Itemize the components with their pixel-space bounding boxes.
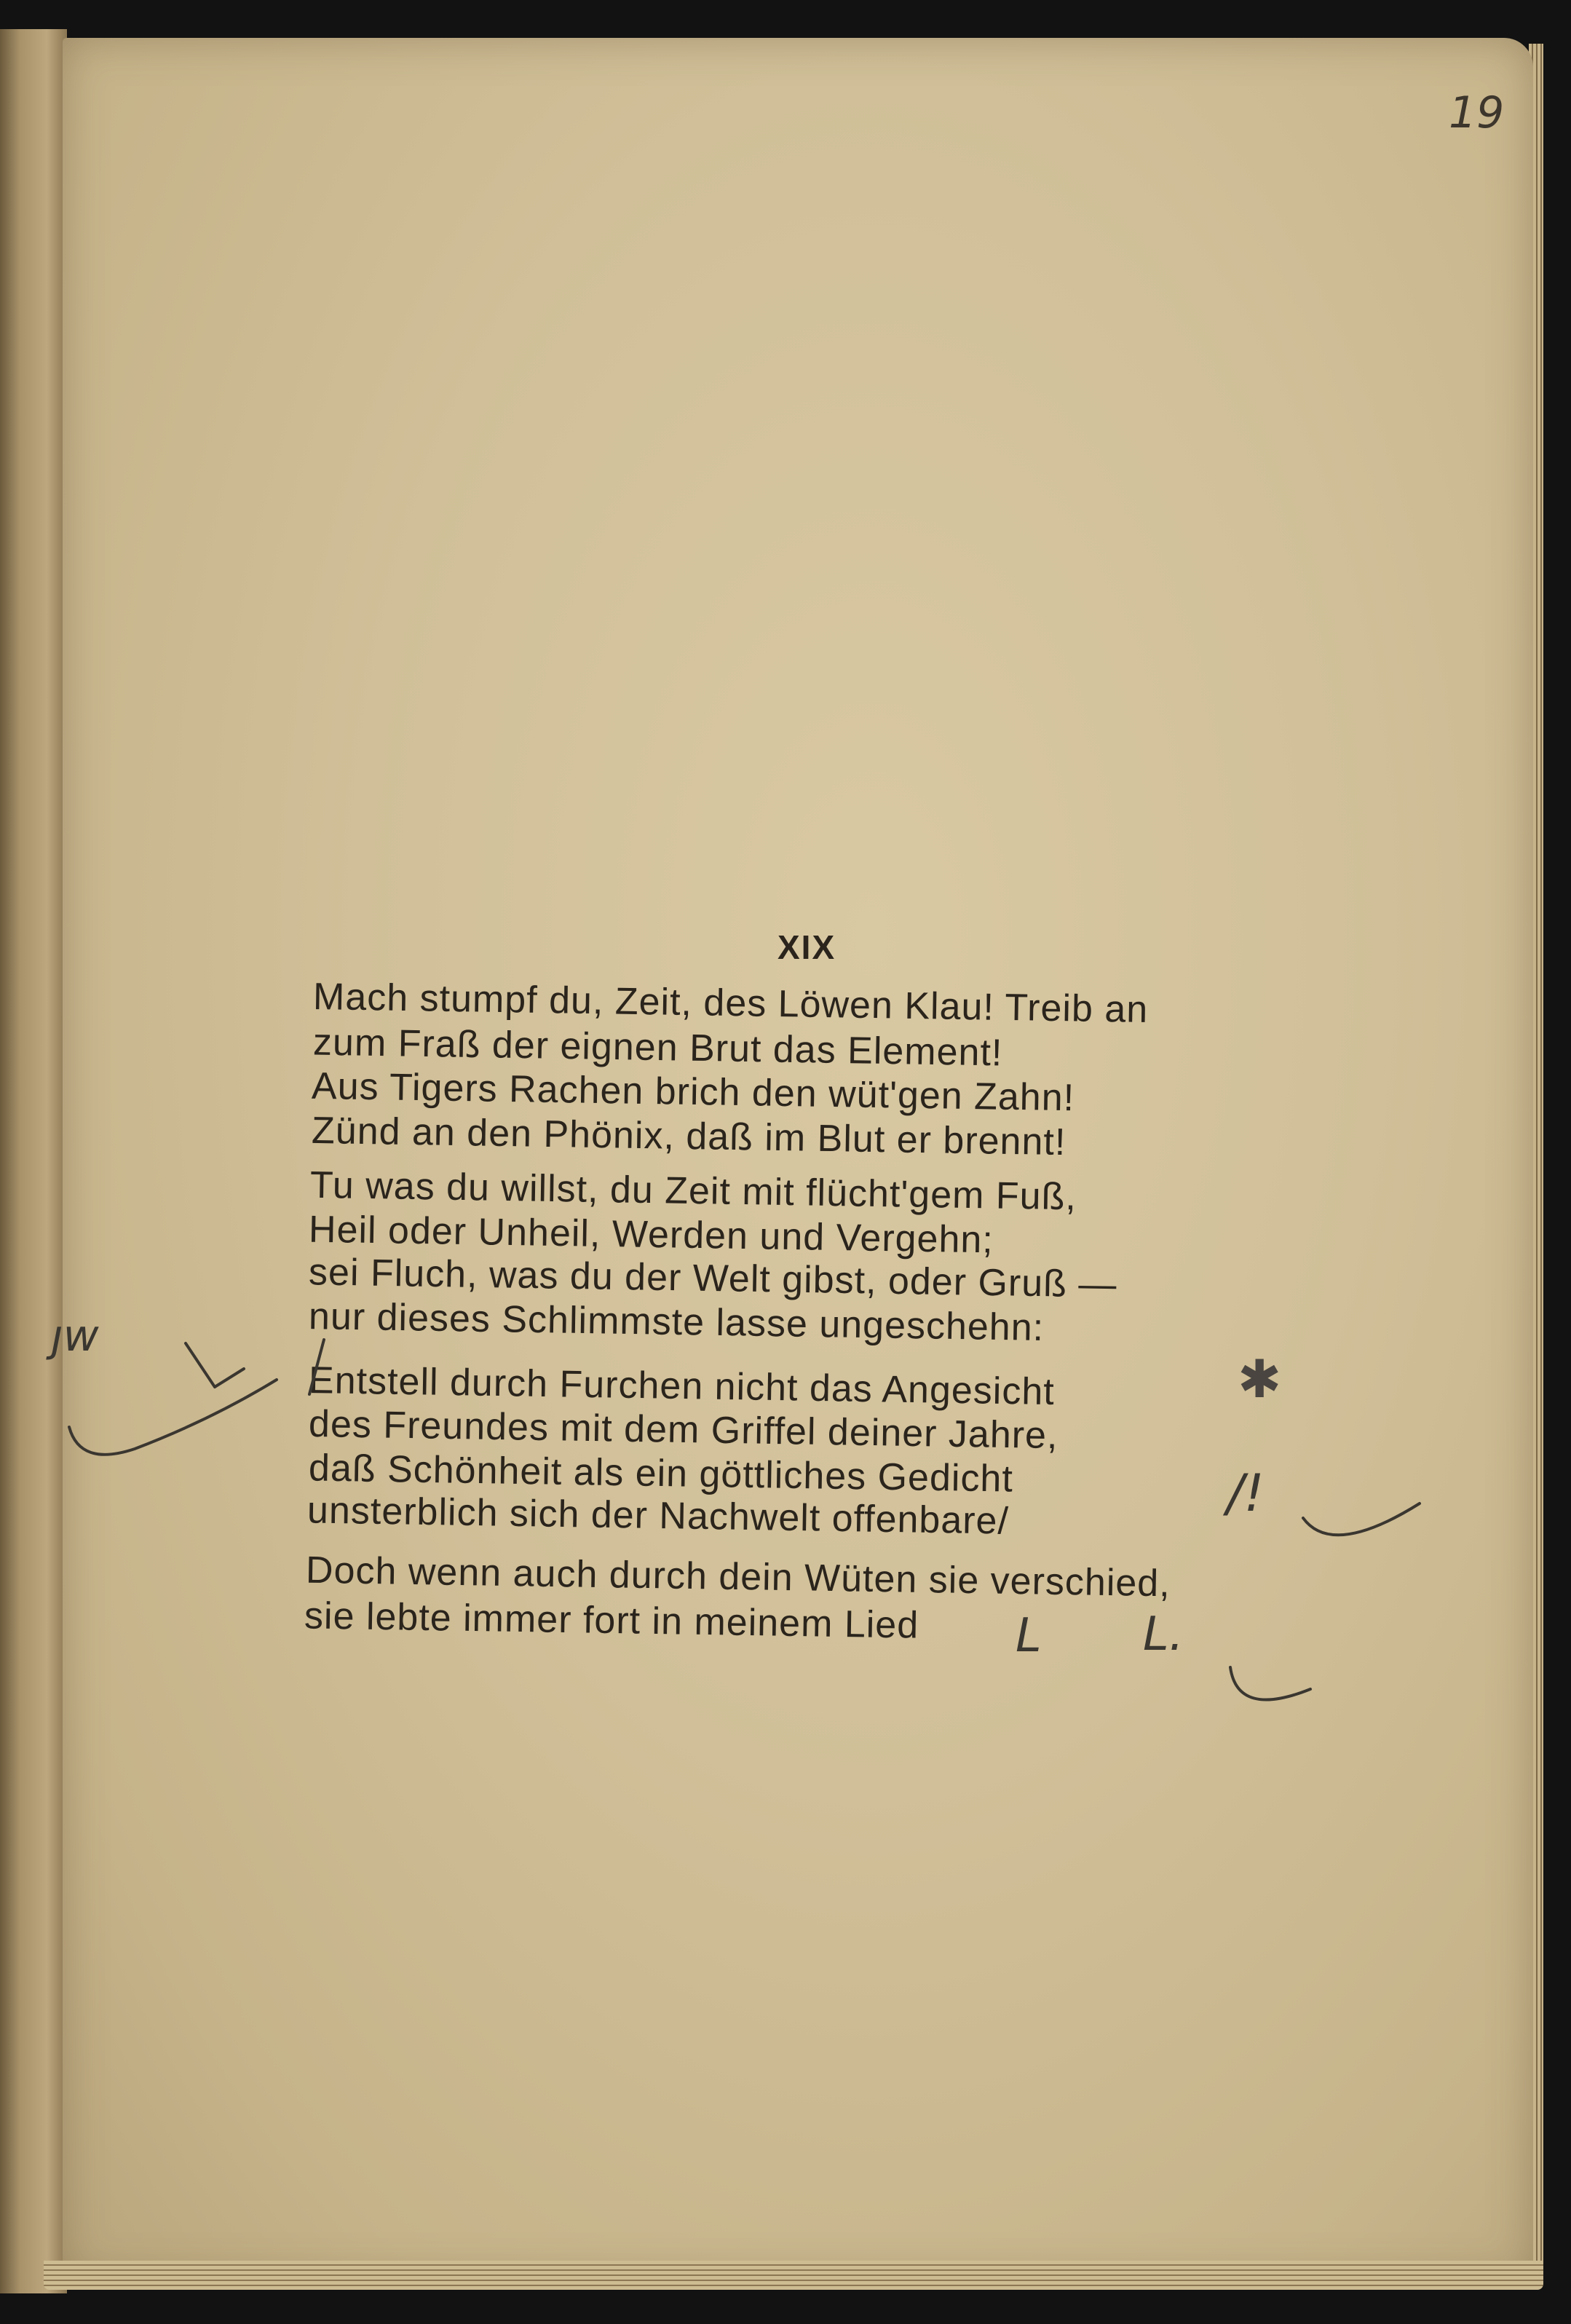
poem-line: Mach stumpf du, Zeit, des Löwen Klau! Treib an <box>312 975 1149 1032</box>
end-mark: L <box>1016 1609 1042 1663</box>
poem-line: sie lebte immer fort in meinem Lied <box>304 1594 919 1647</box>
page-number: 19 <box>1449 87 1505 138</box>
spine-edge <box>0 29 67 2293</box>
poem-line: nur dieses Schlimmste lasse ungeschehn: <box>308 1295 1045 1349</box>
poem-line: sei Fluch, was du der Welt gibst, oder Gruß — <box>308 1251 1117 1306</box>
poem-line: Tu was du willst, du Zeit mit flücht'gem Fuß, <box>309 1163 1077 1219</box>
poem-line: unsterblich sich der Nachwelt offenbare/ <box>306 1489 1010 1543</box>
poem-line: zum Fraß der eignen Brut das Element! <box>312 1021 1003 1075</box>
poem-line: des Freundes mit dem Griffel deiner Jahre, <box>308 1402 1058 1458</box>
slash-mark: /! <box>1227 1463 1265 1523</box>
poem-line: Heil oder Unheil, Werden und Vergehn; <box>308 1208 994 1262</box>
end-mark: L. <box>1143 1608 1184 1661</box>
poem-line: Zünd an den Phönix, daß im Blut er brennt! <box>311 1109 1067 1164</box>
margin-annotation: ȷw <box>51 1311 99 1361</box>
poem-title: XIX <box>777 928 836 966</box>
poem-line: Entstell durch Furchen nicht das Angesicht <box>308 1359 1056 1414</box>
page-stack-bottom-edge <box>44 2261 1543 2290</box>
poem-line: Doch wenn auch durch dein Wüten sie verschied, <box>305 1549 1171 1605</box>
poem-line: Aus Tigers Rachen brich den wüt'gen Zahn! <box>311 1064 1075 1120</box>
poem-line: daß Schönheit als ein göttliches Gedicht <box>308 1447 1014 1501</box>
star-mark: ✱ <box>1238 1348 1282 1410</box>
